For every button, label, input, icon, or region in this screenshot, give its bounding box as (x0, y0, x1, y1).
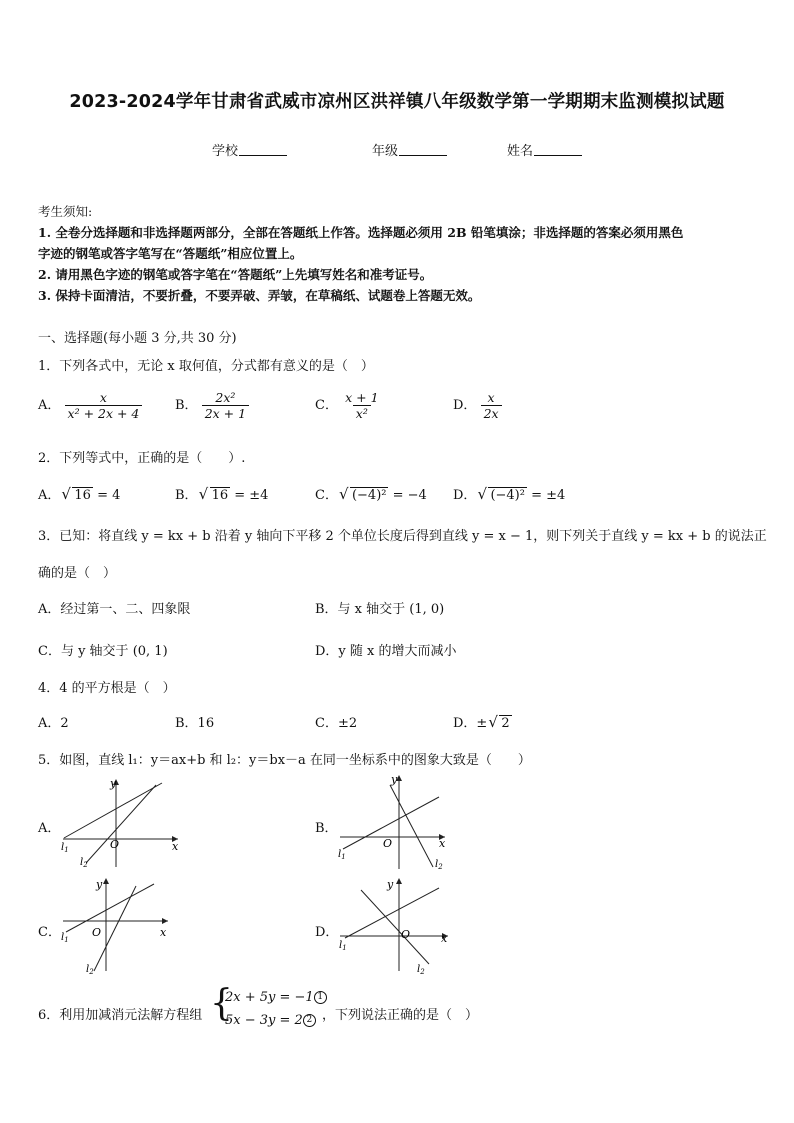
x-axis-label: x (441, 932, 448, 945)
sqrt-expression: √ (−4)² (340, 487, 389, 503)
q2-option-b[interactable]: B．√ 16 = ±4 (175, 484, 268, 503)
grade-field: 年级 (372, 140, 447, 159)
q1-option-b[interactable]: B． $\frac{\text{2x²}}{2x + 1}$ (175, 390, 249, 421)
q1-option-c[interactable]: C． $\frac{x + 1}{\text{x²}}$ (315, 390, 382, 421)
q1-option-a[interactable]: A． $\frac{x}{\text{x² + 2x + 4}}$ (38, 390, 142, 421)
l1-label: $l_1$ (61, 932, 69, 944)
x-axis-label: x (439, 837, 446, 850)
q4-option-d[interactable]: D．±√ 2 (453, 712, 512, 731)
line-l1 (66, 884, 154, 932)
graph-c[interactable] (58, 876, 173, 976)
sqrt-expression: √ 2 (489, 715, 511, 731)
l2-label: $l_2$ (86, 964, 94, 976)
sqrt-expression: √ 16 (200, 487, 231, 503)
y-axis-arrow (396, 878, 402, 884)
question-4-stem: 4．4 的平方根是（ ） (38, 681, 176, 696)
school-field: 学校 (212, 140, 287, 159)
l1-label: $l_1$ (339, 940, 347, 952)
sqrt-expression: √ 16 (62, 487, 93, 503)
x-axis-arrow (162, 918, 168, 924)
school-blank[interactable] (239, 143, 287, 156)
question-1-stem: 1．下列各式中，无论 x 取何值，分式都有意义的是（ ） (38, 359, 374, 374)
q4-option-c[interactable]: C．±2 (315, 716, 358, 731)
line-l2 (86, 785, 156, 863)
y-axis-label: y (391, 773, 398, 786)
question-3-stem-cont: 确的是（ ） (38, 566, 117, 581)
equation-1: 2x + 5y = −1 1 (225, 990, 327, 1005)
q2-option-a[interactable]: A．√ 16 = 4 (38, 484, 120, 503)
l1-label: $l_1$ (338, 849, 346, 861)
graph-a[interactable] (58, 775, 183, 870)
line-l2 (390, 785, 433, 867)
y-axis-label: y (96, 878, 103, 891)
q4-option-b[interactable]: B．16 (175, 716, 215, 731)
section-heading: 一、选择题(每小题 3 分,共 30 分) (38, 331, 237, 346)
q5-option-c-label[interactable]: C． (38, 925, 61, 940)
q5-option-d-label[interactable]: D． (315, 925, 339, 940)
notice-item-1-cont: 字迹的钢笔或答字笔写在“答题纸”相应位置上。 (38, 246, 303, 261)
l2-label: $l_2$ (417, 964, 425, 976)
l2-label: $l_2$ (435, 859, 443, 871)
fraction: $\frac{x}{2x}$ (481, 390, 502, 421)
line-l2 (361, 890, 429, 964)
name-blank[interactable] (534, 143, 582, 156)
y-axis-label: y (387, 878, 394, 891)
l1-label: $l_1$ (61, 842, 69, 854)
graph-b[interactable] (335, 773, 450, 873)
y-axis-arrow (103, 878, 109, 884)
l2-label: $l_2$ (80, 857, 88, 869)
question-5-stem: 5．如图，直线 l₁：y＝ax+b 和 l₂：y＝bx－a 在同一坐标系中的图象大致是（ ） (38, 753, 531, 768)
equation-2: 5x − 3y = 2 2 (225, 1013, 316, 1028)
origin-label: O (401, 928, 411, 941)
x-axis-label: x (160, 926, 167, 939)
grade-blank[interactable] (399, 143, 447, 156)
notice-heading: 考生须知: (38, 204, 93, 219)
q3-option-a[interactable]: A．经过第一、二、四象限 (38, 602, 191, 617)
page-title: 2023-2024学年甘肃省武威市凉州区洪祥镇八年级数学第一学期期末监测模拟试题 (69, 92, 725, 112)
q5-option-b-label[interactable]: B． (315, 821, 338, 836)
q3-option-b[interactable]: B．与 x 轴交于 (1, 0) (315, 602, 445, 617)
question-2-stem: 2．下列等式中，正确的是（ ）. (38, 451, 246, 466)
question-6-stem-post: ，下列说法正确的是（ ） (322, 1008, 479, 1023)
name-field: 姓名 (507, 140, 582, 159)
q2-option-c[interactable]: C．√ (−4)² = −4 (315, 484, 427, 503)
q2-option-d[interactable]: D．√ (−4)² = ±4 (453, 484, 565, 503)
fraction: $\frac{x}{\text{x² + 2x + 4}}$ (65, 390, 143, 421)
question-6-stem-pre: 6．利用加减消元法解方程组 (38, 1008, 203, 1023)
line-l1 (345, 888, 439, 938)
circled-number: 1 (314, 991, 327, 1004)
circled-number: 2 (303, 1014, 316, 1027)
origin-label: O (92, 926, 102, 939)
fraction: $\frac{\text{2x²}}{2x + 1}$ (202, 390, 249, 421)
y-axis-label: y (110, 777, 117, 790)
notice-item-3: 3. 保持卡面清洁，不要折叠，不要弄破、弄皱，在草稿纸、试题卷上答题无效。 (38, 288, 481, 303)
origin-label: O (110, 838, 120, 851)
notice-item-1: 1. 全卷分选择题和非选择题两部分，全部在答题纸上作答。选择题必须用 2B 铅笔填涂；非选择题的答案必须用黑色 (38, 225, 684, 240)
q4-option-a[interactable]: A．2 (38, 716, 69, 731)
sqrt-expression: √ (−4)² (478, 487, 527, 503)
q3-option-c[interactable]: C．与 y 轴交于 (0, 1) (38, 644, 168, 659)
system-brace: { (210, 983, 233, 1024)
x-axis-label: x (172, 840, 179, 853)
notice-item-2: 2. 请用黑色字迹的钢笔或答字笔在“答题纸”上先填写姓名和准考证号。 (38, 267, 433, 282)
q1-option-d[interactable]: D． $\frac{x}{2x}$ (453, 390, 502, 421)
q3-option-d[interactable]: D．y 随 x 的增大而减小 (315, 644, 457, 659)
question-3-stem: 3．已知：将直线 y = kx + b 沿着 y 轴向下平移 2 个单位长度后得到直线 y = x − 1，则下列关于直线 y = kx + b 的说法正 (38, 529, 767, 544)
q5-option-a-label[interactable]: A． (38, 821, 61, 836)
line-l1 (64, 783, 162, 838)
graph-d[interactable] (335, 876, 453, 976)
fraction: $\frac{x + 1}{\text{x²}}$ (345, 390, 379, 421)
origin-label: O (383, 837, 393, 850)
